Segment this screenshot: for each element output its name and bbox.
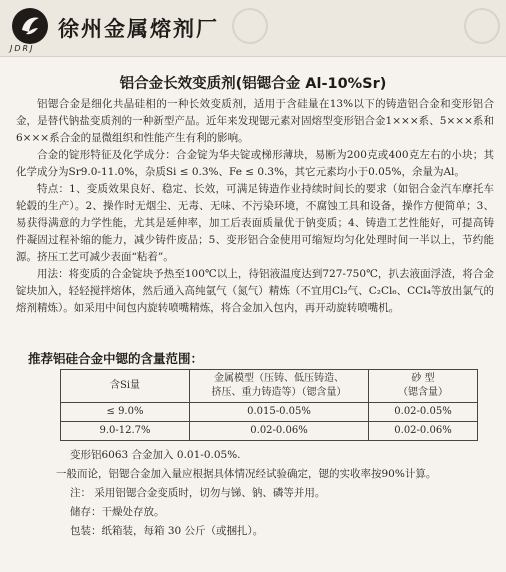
paragraph-intro: 铝锶合金是细化共晶硅相的一种长效变质剂，适用于含硅量在13%以下的铸造铝合金和变形铝合金，是替代钠盐变质剂的一种新型产品。近年来发现锶元素对固熔型变形铝合金1×××系、5×××系和6×××系合金的显微组织和性能产生有利的影响。 — [16, 98, 494, 144]
ghost-logo-decoration — [232, 8, 268, 44]
paragraph-usage: 用法：将变质的合金锭块予热至100℃以上，待铝液温度达到727-750℃，扒去液面浮渣，将合金锭块加入，轻轻搅拌熔体，然后通入高纯氩气（氮气）精炼（不宜用Cl₂气、C₂Cl₆、CCl₄等放出氯气的熔剂精炼）。如采用中间包内旋转喷嘴精炼，将合金加入包内，再开动旋转喷嘴机。 — [16, 268, 494, 314]
letterhead — [0, 0, 506, 57]
cell-metal: 0.02-0.06% — [190, 422, 369, 441]
notes-block — [56, 446, 490, 541]
company-logo — [12, 8, 48, 44]
ghost-logo-decoration — [464, 8, 500, 44]
note-general: 一般而论，铝锶合金加入量应根据具体情况经试验确定，锶的实收率按90%计算。 — [56, 468, 437, 480]
note-caution: 注： 采用铝锶合金变质时，切勿与锑、钠、磷等并用。 — [70, 487, 326, 499]
cell-si: ≤ 9.0% — [61, 403, 190, 422]
table-section-title: 推荐铝硅合金中锶的含量范围： — [28, 351, 204, 366]
header-sand-line2: （锶含量） — [398, 387, 448, 398]
header-metal-line2: 挤压、重力铸造等）（锶含量） — [211, 387, 347, 398]
header-sand-mold — [369, 370, 478, 403]
note-6063: 变形铝6063 合金加入 0.01-0.05%. — [70, 449, 241, 461]
logo-emblem-icon — [12, 8, 48, 44]
table-header-row — [61, 370, 478, 403]
paragraph-composition: 合金的锭形特征及化学成分：合金锭为华夫锭或梯形薄块，易断为200克或400克左右的小块；其化学成分为Sr9.0-11.0%，杂质Si ≤ 0.3%、Fe ≤ 0.3%，其它元素均小于0.05%，余量为Al。 — [16, 149, 494, 178]
strontium-content-table — [60, 369, 478, 441]
cell-metal: 0.015-0.05% — [190, 403, 369, 422]
note-storage: 储存：干燥处存放。 — [70, 506, 165, 518]
header-metal-line1: 金属模型（压铸、低压铸造、 — [214, 373, 344, 384]
paragraph-features: 特点：1、变质效果良好、稳定、长效，可满足铸造作业持续时间长的要求（如铝合金汽车摩托车轮毂的生产）。2、操作时无烟尘、无毒、无味、不污染环境，不腐蚀工具和设备，操作方便简单；3、易获得满意的力学性能，尤其是延伸率，加工后表面质量优于钠变质；4、铸造工艺性能好，可提高铸件凝固过程补缩的能力，减少铸件废品；5、变形铝合金使用可缩短均匀化处理时间一半以上，节约能源。挤压工艺可减少表面“粘着”。 — [16, 183, 494, 263]
header-si-content: 含Si量 — [61, 370, 190, 403]
cell-sand: 0.02-0.06% — [369, 422, 478, 441]
document-title: 铝合金长效变质剂(铝锶合金 Al-10%Sr) — [119, 76, 387, 92]
header-metal-mold — [190, 370, 369, 403]
header-sand-line1: 砂 型 — [411, 373, 435, 384]
body-paragraphs — [16, 96, 494, 317]
cell-sand: 0.02-0.05% — [369, 403, 478, 422]
logo-text: JDRJ — [10, 44, 35, 53]
note-packaging: 包装：纸箱装，每箱 30 公斤（或捆扎）。 — [70, 525, 264, 537]
table-row — [61, 422, 478, 441]
company-name: 徐州金属熔剂厂 — [58, 17, 219, 41]
cell-si: 9.0-12.7% — [61, 422, 190, 441]
table-row — [61, 403, 478, 422]
